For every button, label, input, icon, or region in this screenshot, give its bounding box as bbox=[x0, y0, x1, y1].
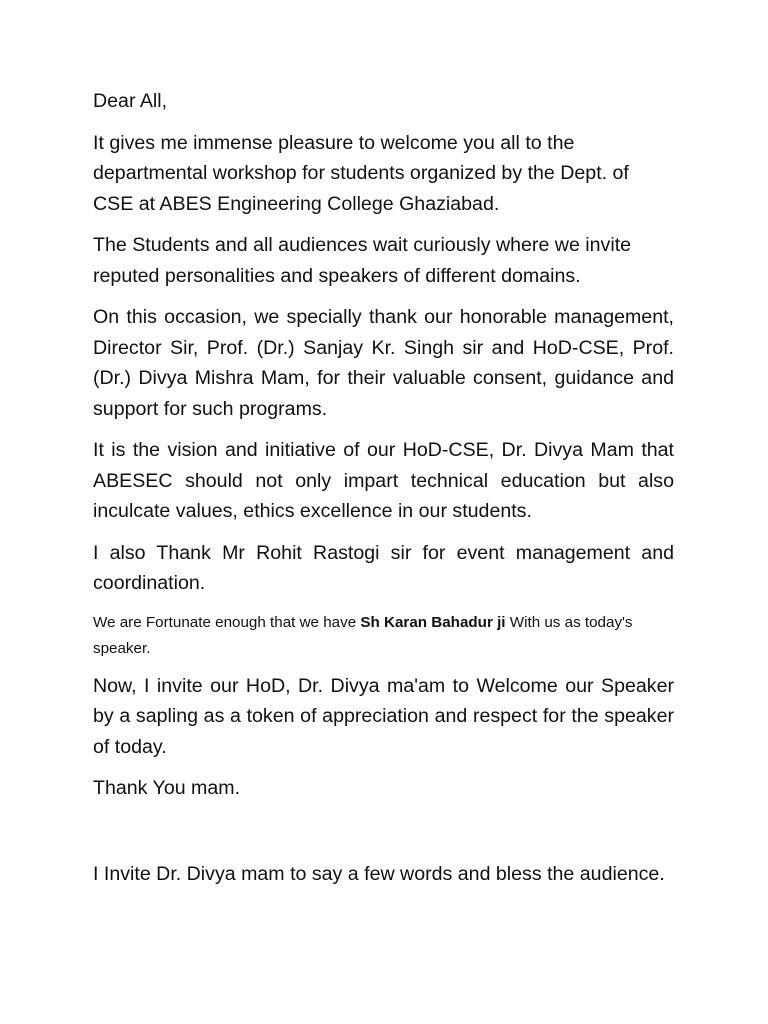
paragraph-welcome: It gives me immense pleasure to welcome you all to the departmental workshop for students organized by the Dept. of CSE at ABES Engineering College Ghaziabad. bbox=[93, 131, 629, 215]
paragraph-audience: The Students and all audiences wait curiously where we invite reputed personalities and speakers of different domains. bbox=[93, 234, 632, 287]
paragraph-vision: It is the vision and initiative of our HoD-CSE, Dr. Divya Mam that ABESEC should not only impart technical education but also inculcate values, ethics excellence in our students. bbox=[93, 439, 674, 522]
paragraph-speaker-intro bbox=[93, 610, 674, 662]
paragraph-thanks-coordinator: I also Thank Mr Rohit Rastogi sir for event management and coordination. bbox=[93, 541, 674, 594]
salutation: Dear All, bbox=[93, 90, 168, 112]
speaker-intro-lead: We are Fortunate enough that we have bbox=[93, 613, 361, 631]
paragraph-thanks-management: On this occasion, we specially thank our honorable management, Director Sir, Prof. (Dr.) Sanjay Kr. Singh sir and HoD-CSE, Prof. (Dr.) Divya Mishra Mam, for their valuable consent, guidance and support for such programs. bbox=[93, 306, 674, 420]
paragraph-invite-words: I Invite Dr. Divya mam to say a few words and bless the audience. bbox=[93, 862, 665, 885]
speaker-name: Sh Karan Bahadur ji bbox=[360, 613, 506, 631]
speaker-intro-tail: With us as today's speaker. bbox=[93, 613, 633, 657]
paragraph-invite-hod: Now, I invite our HoD, Dr. Divya ma'am to Welcome our Speaker by a sapling as a token of appreciation and respect for the speaker of today. bbox=[93, 674, 674, 758]
paragraph-thank-you: Thank You mam. bbox=[93, 777, 241, 799]
